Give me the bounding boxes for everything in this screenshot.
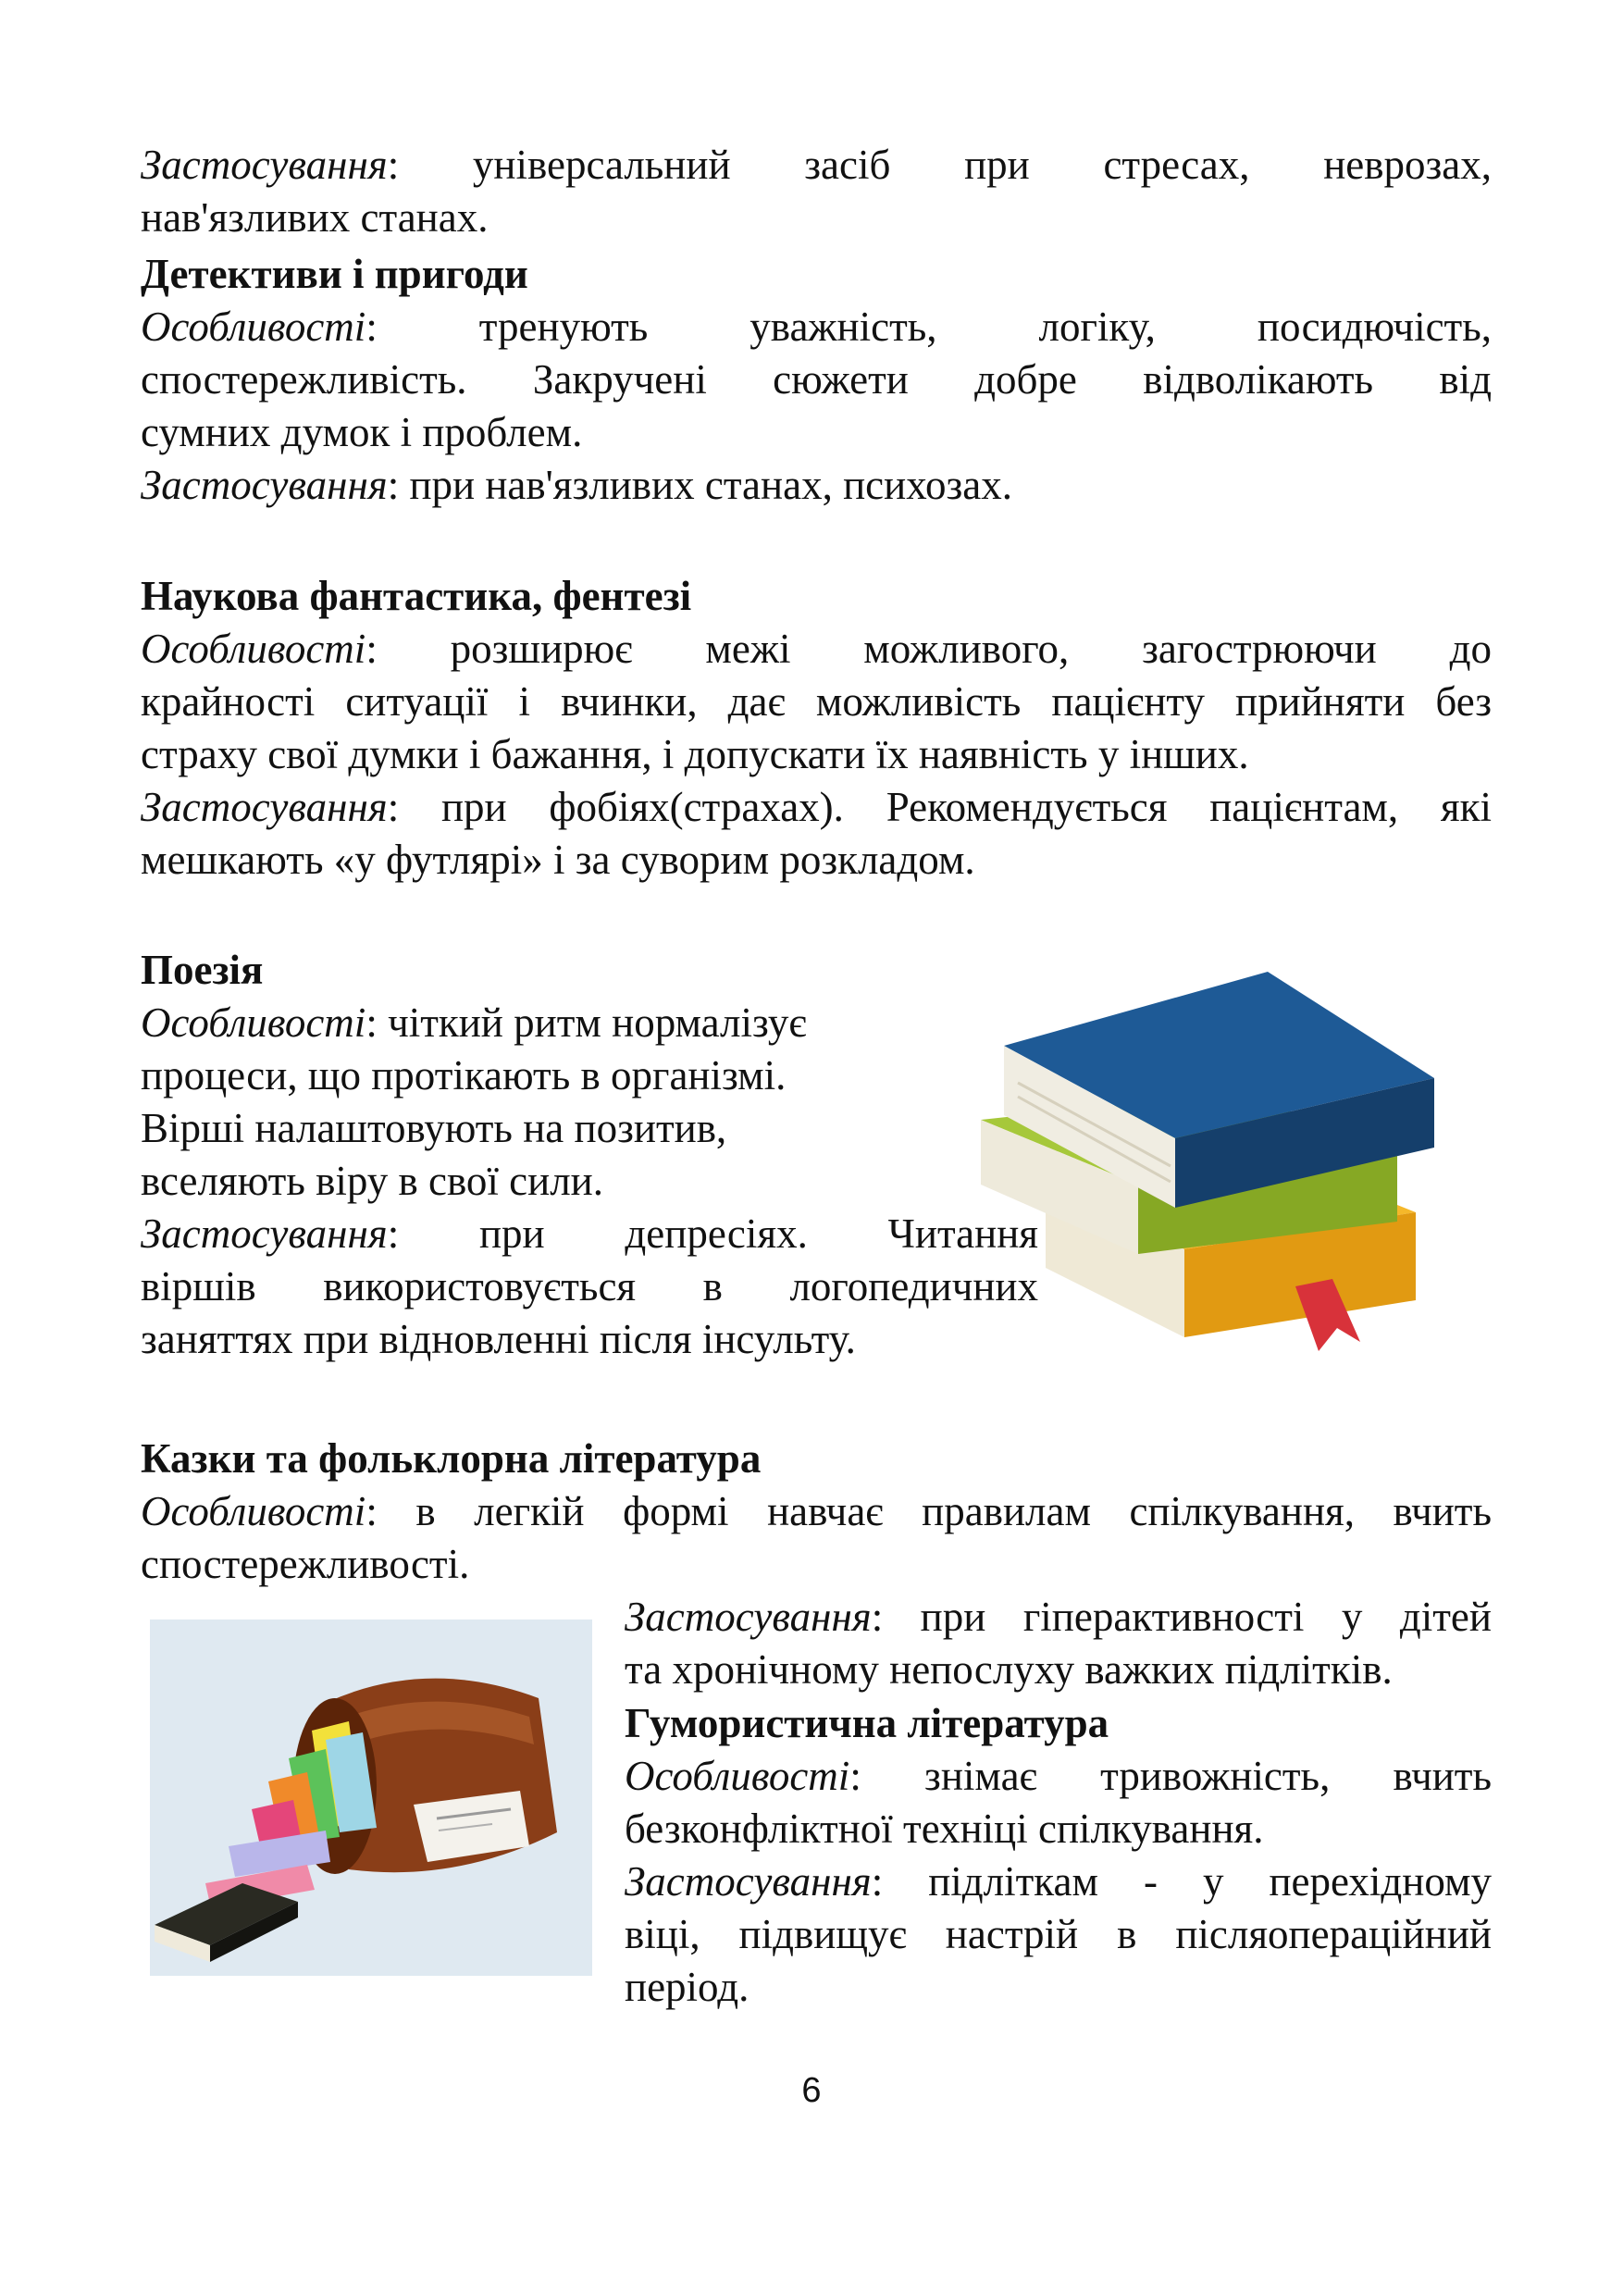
use-label: Застосування xyxy=(141,1210,388,1257)
page-number: 6 xyxy=(801,2071,822,2110)
use-label: Застосування xyxy=(141,142,388,188)
fairy-feat-line-2: спостережливості. xyxy=(141,1541,470,1587)
fairy-feat-line-1: Особливості: в легкій формі навчає правилам спілкування, вчить xyxy=(141,1488,1492,1534)
use-label: Застосування xyxy=(625,1858,872,1905)
feat-label: Особливості xyxy=(141,304,366,350)
section-heading-fairy: Казки та фольклорна література xyxy=(141,1435,762,1482)
poetry-use-line-2: віршів використовується в логопедичних xyxy=(141,1263,1038,1309)
scifi-use-line-2: мешкають «у футлярі» і за суворим розкладом. xyxy=(141,837,975,883)
poetry-feat-line-1: Особливості: чіткий ритм нормалізує xyxy=(141,999,807,1046)
scifi-feat-line-3: страху свої думки і бажання, і допускати їх наявність у інших. xyxy=(141,731,1249,777)
section-heading-poetry: Поезія xyxy=(141,947,264,993)
humor-use-line-3: період. xyxy=(625,1964,750,2010)
poetry-feat-line-2: процеси, що протікають в організмі. xyxy=(141,1052,787,1098)
book-jar-illustration xyxy=(150,1620,592,1976)
feat-label: Особливості xyxy=(141,999,366,1046)
use-label: Застосування xyxy=(141,462,388,508)
scifi-feat-line-1: Особливості: розширює межі можливого, загострюючи до xyxy=(141,626,1492,672)
scifi-use-line-1: Застосування: при фобіях(страхах). Рекомендується пацієнтам, які xyxy=(141,784,1492,830)
feat-label: Особливості xyxy=(141,626,366,672)
poetry-feat-line-4: вселяють віру в свої сили. xyxy=(141,1158,604,1204)
humor-feat-line-2: безконфліктної техніці спілкування. xyxy=(625,1806,1264,1852)
humor-feat-line-1: Особливості: знімає тривожність, вчить xyxy=(625,1753,1492,1799)
scifi-feat-line-2: крайності ситуації і вчинки, дає можливість пацієнту прийняти без xyxy=(141,678,1492,725)
section-heading-scifi: Наукова фантастика, фентезі xyxy=(141,573,692,619)
detectives-use-line-1: Застосування: при нав'язливих станах, психозах. xyxy=(141,462,1012,508)
section-heading-humor: Гумористична література xyxy=(625,1700,1109,1746)
detectives-feat-line-2: спостережливість. Закручені сюжети добре відволікають від xyxy=(141,356,1492,403)
intro-line-1: Застосування: універсальний засіб при стресах, неврозах, xyxy=(141,142,1492,188)
poetry-feat-line-3: Вірші налаштовують на позитив, xyxy=(141,1105,727,1151)
intro-line-2: нав'язливих станах. xyxy=(141,194,489,241)
detectives-feat-line-1: Особливості: тренують уважність, логіку, посидючість, xyxy=(141,304,1492,350)
fairy-use-line-2: та хронічному непослуху важких підлітків. xyxy=(625,1646,1393,1693)
section-heading-detectives: Детективи і пригоди xyxy=(141,251,528,297)
use-label: Застосування xyxy=(141,784,388,830)
fairy-use-line-1: Застосування: при гіперактивності у дітей xyxy=(625,1594,1492,1640)
humor-use-line-2: віці, підвищує настрій в післяопераційний xyxy=(625,1911,1492,1957)
use-label: Застосування xyxy=(625,1594,872,1640)
poetry-use-line-3: заняттях при відновленні після інсульту. xyxy=(141,1316,856,1362)
humor-use-line-1: Застосування: підліткам - у перехідному xyxy=(625,1858,1492,1905)
feat-label: Особливості xyxy=(141,1488,366,1534)
detectives-feat-line-3: сумних думок і проблем. xyxy=(141,409,583,455)
book-stack-illustration xyxy=(962,953,1462,1379)
poetry-use-line-1: Застосування: при депресіях. Читання xyxy=(141,1210,1038,1257)
feat-label: Особливості xyxy=(625,1753,850,1799)
